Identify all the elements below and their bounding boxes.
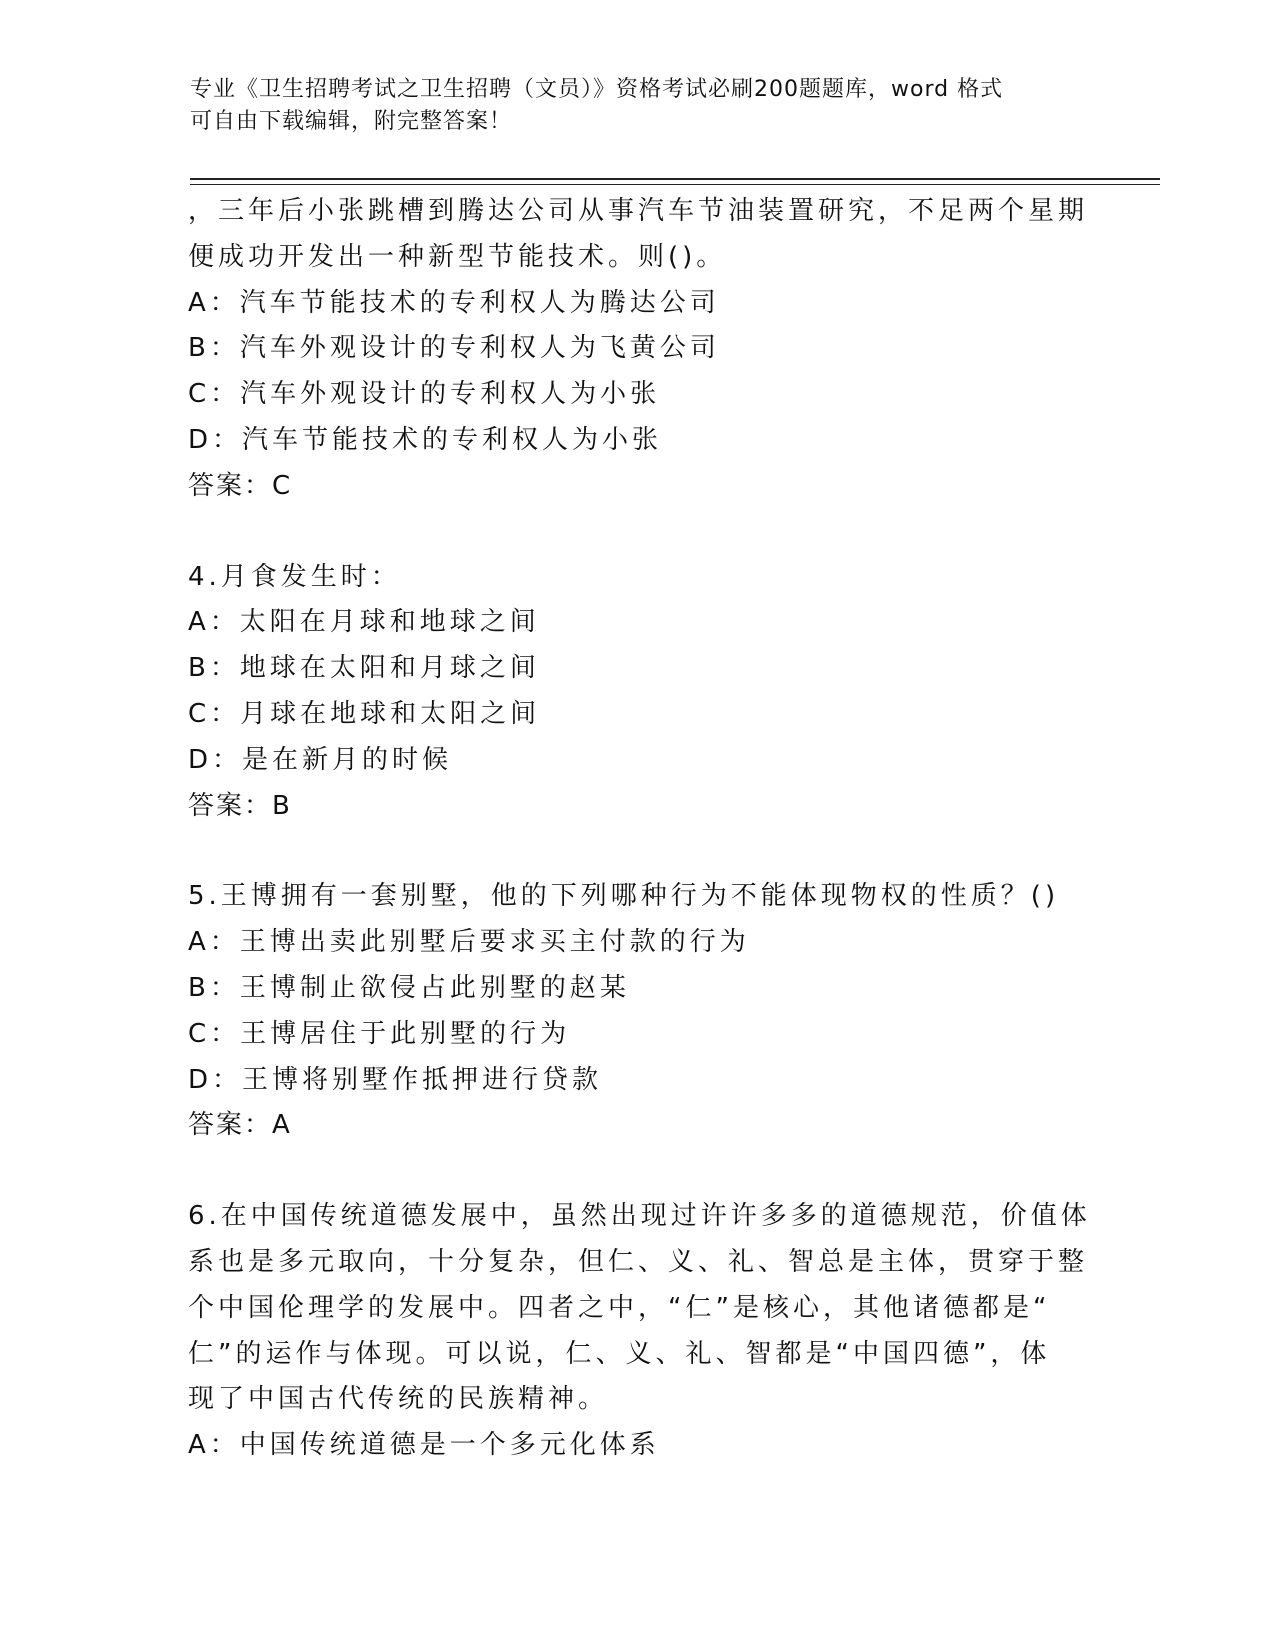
question-stem: 仁”的运作与体现。可以说，仁、义、礼、智都是“中国四德”，体: [188, 1338, 1051, 1369]
answer-line: 答案：A: [188, 1110, 292, 1141]
header-rule-thick: [190, 178, 1160, 180]
question-list: [188, 189, 1091, 1469]
spacer: [188, 1149, 1088, 1194]
spacer: [188, 829, 1088, 874]
question-4: [188, 555, 1088, 830]
option-a: A：中国传统道德是一个多元化体系: [188, 1430, 660, 1461]
header-rule-thin: [190, 184, 1160, 185]
question-stem: 5.王博拥有一套别墅，他的下列哪种行为不能体现物权的性质？(): [188, 881, 1060, 912]
option-c: C：王博居住于此别墅的行为: [188, 1018, 571, 1049]
question-3: [188, 189, 1088, 510]
answer-line: 答案：C: [188, 470, 293, 501]
spacer: [188, 510, 1088, 555]
question-stem: 4.月食发生时：: [188, 561, 401, 592]
question-stem: 系也是多元取向，十分复杂，但仁、义、礼、智总是主体，贯穿于整: [188, 1246, 1089, 1277]
option-a: A：王博出卖此别墅后要求买主付款的行为: [188, 927, 750, 958]
option-d: D：是在新月的时候: [188, 744, 453, 775]
option-d: D：王博将别墅作抵押进行贷款: [188, 1064, 603, 1095]
question-stem-continued: 便成功开发出一种新型节能技术。则()。: [188, 241, 727, 272]
header-line-2: 可自由下载编辑，附完整答案！: [190, 109, 513, 134]
option-d: D：汽车节能技术的专利权人为小张: [188, 424, 663, 455]
question-stem: 个中国伦理学的发展中。四者之中，“仁”是核心，其他诸德都是“: [188, 1292, 1051, 1323]
header-line-1: 专业《卫生招聘考试之卫生招聘（文员）》资格考试必刷200题题库，word 格式: [190, 77, 1004, 102]
option-a: A：汽车节能技术的专利权人为腾达公司: [188, 287, 720, 318]
option-b: B：地球在太阳和月球之间: [188, 653, 540, 684]
option-c: C：汽车外观设计的专利权人为小张: [188, 379, 661, 410]
option-c: C：月球在地球和太阳之间: [188, 698, 541, 729]
option-b: B：汽车外观设计的专利权人为飞黄公司: [188, 333, 720, 364]
question-6: [188, 1194, 1091, 1469]
option-b: B：王博制止欲侵占此别墅的赵某: [188, 972, 630, 1003]
question-stem-continued: ，三年后小张跳槽到腾达公司从事汽车节油装置研究，不足两个星期: [188, 196, 1089, 226]
option-a: A：太阳在月球和地球之间: [188, 607, 540, 638]
question-5: [188, 874, 1088, 1149]
question-stem: 6.在中国传统道德发展中，虽然出现过许许多多的道德规范，价值体: [188, 1201, 1091, 1232]
question-stem: 现了中国古代传统的民族精神。: [188, 1384, 609, 1415]
document-header: [190, 74, 1090, 138]
answer-line: 答案：B: [188, 790, 292, 821]
